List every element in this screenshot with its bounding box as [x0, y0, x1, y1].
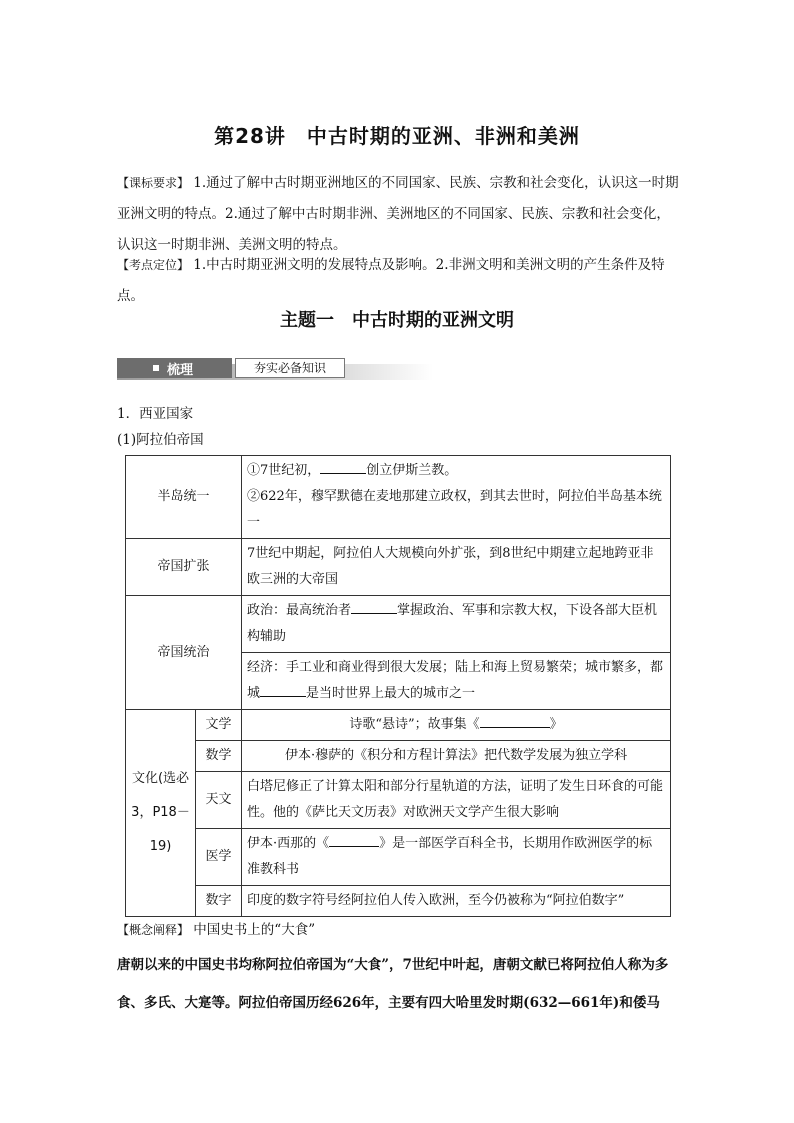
row-label-culture: 文化(选必3，P18－19)	[126, 710, 196, 917]
math-content: 伊本·穆萨的《积分和方程计算法》把代数学发展为独立学科	[242, 741, 671, 772]
banner-dark-block	[117, 358, 232, 378]
sub-label-medicine: 医学	[196, 829, 242, 886]
economy-start: 经济：手工业和商业得到很大发展；陆上和海上贸易繁荣；城市繁多，都城	[247, 660, 664, 701]
table-row	[126, 456, 671, 539]
fill-blank[interactable]	[320, 460, 366, 474]
table-row	[126, 710, 671, 741]
topic-title: 主题一 中古时期的亚洲文明	[280, 310, 514, 331]
section-heading: 1．西亚国家	[117, 406, 194, 422]
table-row	[126, 596, 671, 653]
unify-line1-end: 创立伊斯兰教。	[366, 463, 458, 478]
arab-empire-table	[125, 455, 671, 917]
politics-start: 政治：最高统治者	[247, 603, 352, 618]
square-bullet-icon	[153, 365, 159, 371]
unify-content	[242, 456, 671, 539]
concept-tag: 【概念阐释】	[117, 923, 190, 937]
numerals-content: 印度的数字符号经阿拉伯人传入欧洲，至今仍被称为“阿拉伯数字”	[242, 886, 671, 917]
unify-line2: ②622年，穆罕默德在麦地那建立政权，到其去世时，阿拉伯半岛基本统一	[247, 489, 662, 530]
rule-economy	[242, 653, 671, 710]
sub-label-math: 数学	[196, 741, 242, 772]
fill-blank[interactable]	[351, 600, 397, 614]
banner-label: 梳理	[167, 363, 194, 378]
astronomy-content: 白塔尼修正了计算太阳和部分行星轨道的方法，证明了发生日环食的可能性。他的《萨比天文历表》对欧洲天文学产生很大影响	[242, 772, 671, 829]
fill-blank[interactable]	[329, 833, 379, 847]
concept-text: 唐朝以来的中国史书均称阿拉伯帝国为“大食”，7世纪中叶起，唐朝文献已将阿拉伯人称为多食、多氏、大寔等。阿拉伯帝国历经626年，主要有四大哈里发时期(632—661年)和倭马	[117, 957, 669, 1011]
curriculum-tag: 【课标要求】	[117, 176, 190, 190]
literature-end: 》	[549, 717, 563, 732]
expand-content: 7世纪中期起，阿拉伯人大规模向外扩张，到8世纪中期建立起地跨亚非欧三洲的大帝国	[242, 539, 671, 596]
curriculum-requirements	[117, 168, 682, 261]
medicine-end: 》是一部医学百科全书，长期用作欧洲医学的标准教科书	[247, 836, 653, 877]
medicine-content	[242, 829, 671, 886]
subsection-heading: (1)阿拉伯帝国	[117, 432, 204, 448]
curriculum-text: 1.通过了解中古时期亚洲地区的不同国家、民族、宗教和社会变化，认识这一时期亚洲文明的特点。2.通过了解中古时期非洲、美洲地区的不同国家、民族、宗教和社会变化，认识这一时期非洲、美洲文明的特点。	[117, 175, 679, 253]
exam-focus-text: 1.中古时期亚洲文明的发展特点及影响。2.非洲文明和美洲文明的产生条件及特点。	[117, 257, 665, 304]
literature-content	[242, 710, 671, 741]
unify-line1-start: ①7世纪初，	[247, 463, 321, 478]
sub-label-astronomy: 天文	[196, 772, 242, 829]
rule-politics	[242, 596, 671, 653]
table-row	[126, 741, 671, 772]
fill-blank[interactable]	[480, 714, 550, 728]
exam-focus-tag: 【考点定位】	[117, 258, 190, 272]
medicine-start: 伊本·西那的《	[247, 836, 330, 851]
lesson-title: 第28讲 中古时期的亚洲、非洲和美洲	[214, 124, 580, 148]
row-label-rule: 帝国统治	[126, 596, 242, 710]
row-label-expand: 帝国扩张	[126, 539, 242, 596]
concept-heading	[117, 918, 315, 938]
politics-end: 掌握政治、军事和宗教大权，下设各部大臣机构辅助	[247, 603, 658, 644]
table-row	[126, 886, 671, 917]
section-banner	[117, 358, 433, 380]
economy-end: 是当时世界上最大的城市之一	[306, 686, 476, 701]
table-row	[126, 772, 671, 829]
sub-label-literature: 文学	[196, 710, 242, 741]
table-row	[126, 829, 671, 886]
table-row	[126, 539, 671, 596]
exam-focus	[117, 250, 682, 312]
fill-blank[interactable]	[260, 683, 306, 697]
row-label-unify: 半岛统一	[126, 456, 242, 539]
literature-start: 诗歌“悬诗”；故事集《	[349, 717, 480, 732]
concept-title: 中国史书上的“大食”	[189, 922, 316, 938]
sub-label-numerals: 数字	[196, 886, 242, 917]
banner-box: 夯实必备知识	[235, 358, 345, 378]
